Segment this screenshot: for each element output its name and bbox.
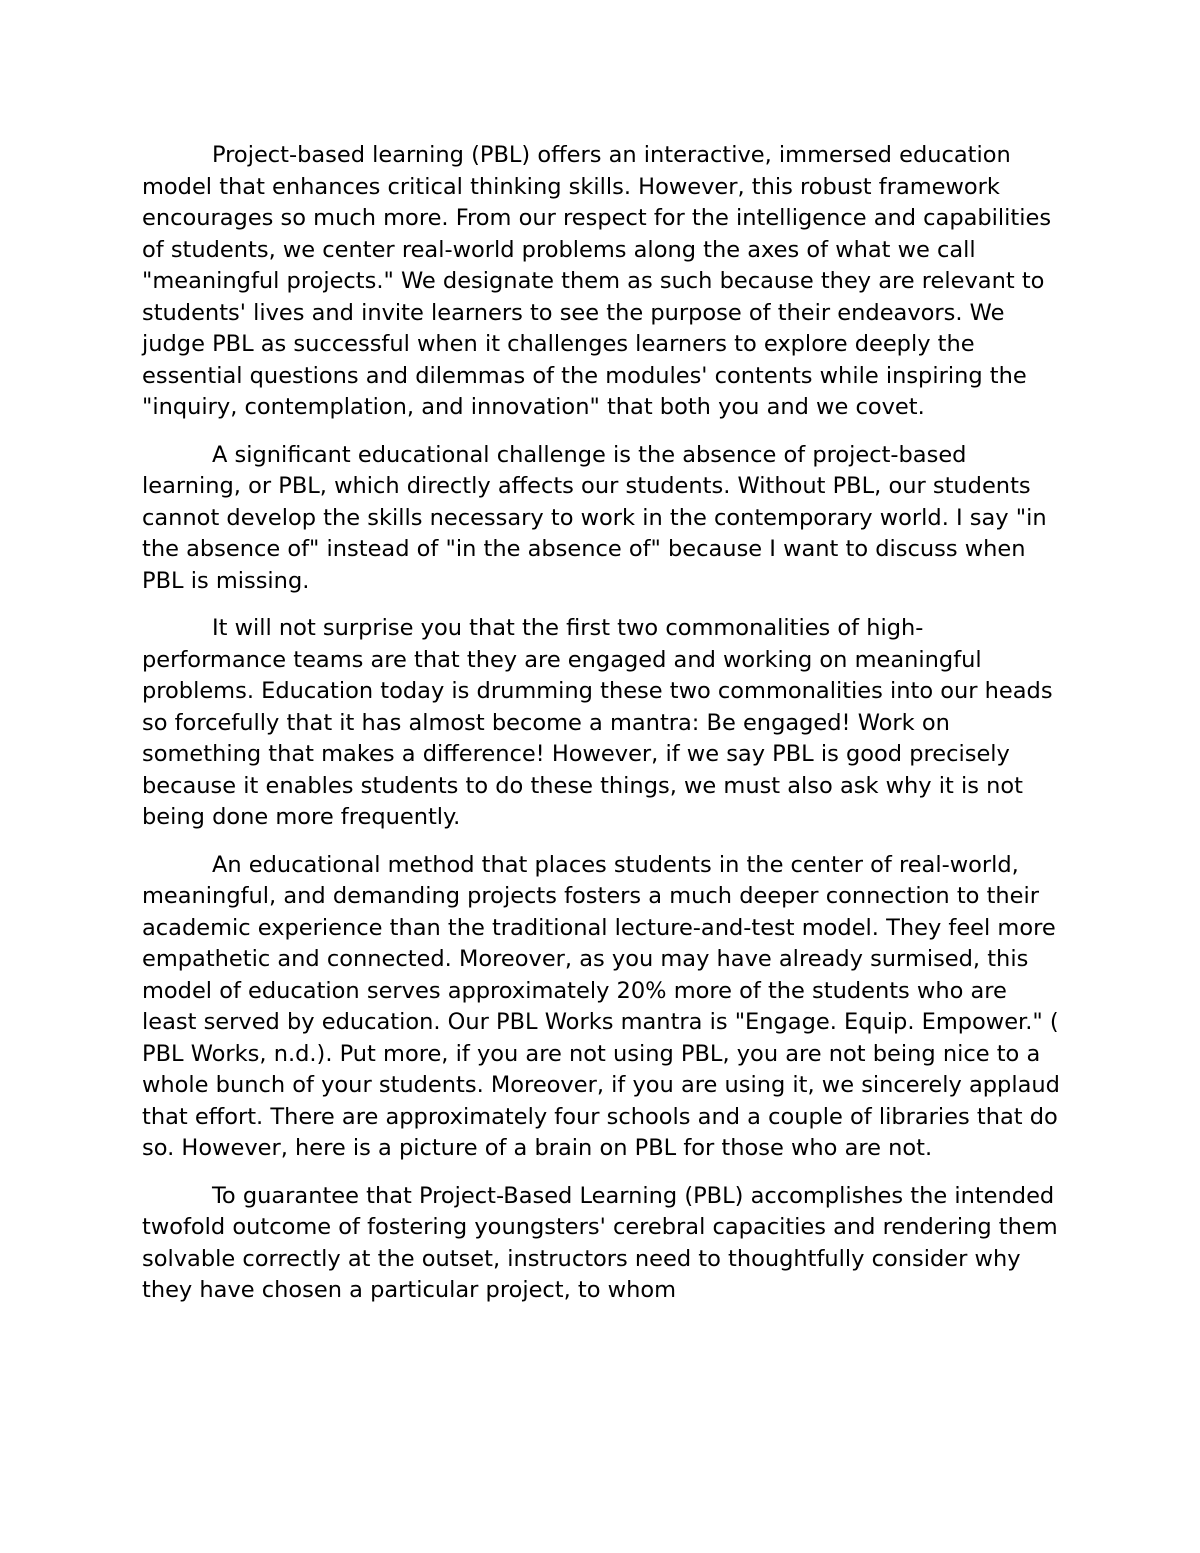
paragraph-4: An educational method that places students in the center of real-world, meaningful, and demanding projects fosters a much deeper connection to their academic experience than the traditional lecture-and-test model. They feel more empathetic and connected. Moreover, as you may have already surmised, this model of education serves approximately 20% more of the students who are least served by education. Our PBL Works mantra is "Engage. Equip. Empower." ( PBL Works, n.d.). Put more, if you are not using PBL, you are not being nice to a whole bunch of your students. Moreover, if you are using it, we sincerely applaud that effort. There are approximately four schools and a couple of libraries that do so. However, here is a picture of a brain on PBL for those who are not. xyxy=(142,851,1060,1161)
paragraph-1: Project-based learning (PBL) offers an interactive, immersed education model that enhances critical thinking skills. However, this robust framework encourages so much more. From our respect for the intelligence and capabilities of students, we center real-world problems along the axes of what we call "meaningful projects." We designate them as such because they are relevant to students' lives and invite learners to see the purpose of their endeavors. We judge PBL as successful when it challenges learners to explore deeply the essential questions and dilemmas of the modules' contents while inspiring the "inquiry, contemplation, and innovation" that both you and we covet. xyxy=(142,142,1052,420)
paragraph-3: It will not surprise you that the first two commonalities of high-performance teams are that they are engaged and working on meaningful problems. Education today is drumming these two commonalities into our heads so forcefully that it has almost become a mantra: Be engaged! Work on something that makes a difference! However, if we say PBL is good precisely because it enables students to do these things, we must also ask why it is not being done more frequently. xyxy=(142,615,1053,830)
paragraph-2: A significant educational challenge is the absence of project-based learning, or PBL, which directly affects our students. Without PBL, our students cannot develop the skills necessary to work in the contemporary world. I say "in the absence of" instead of "in the absence of" because I want to discuss when PBL is missing. xyxy=(142,441,1047,594)
document-body xyxy=(142,140,1067,1323)
paragraph-5: To guarantee that Project-Based Learning (PBL) accomplishes the intended twofold outcome of fostering youngsters' cerebral capacities and rendering them solvable correctly at the outset, instructors need to thoughtfully consider why they have chosen a particular project, to whom xyxy=(142,1182,1058,1303)
